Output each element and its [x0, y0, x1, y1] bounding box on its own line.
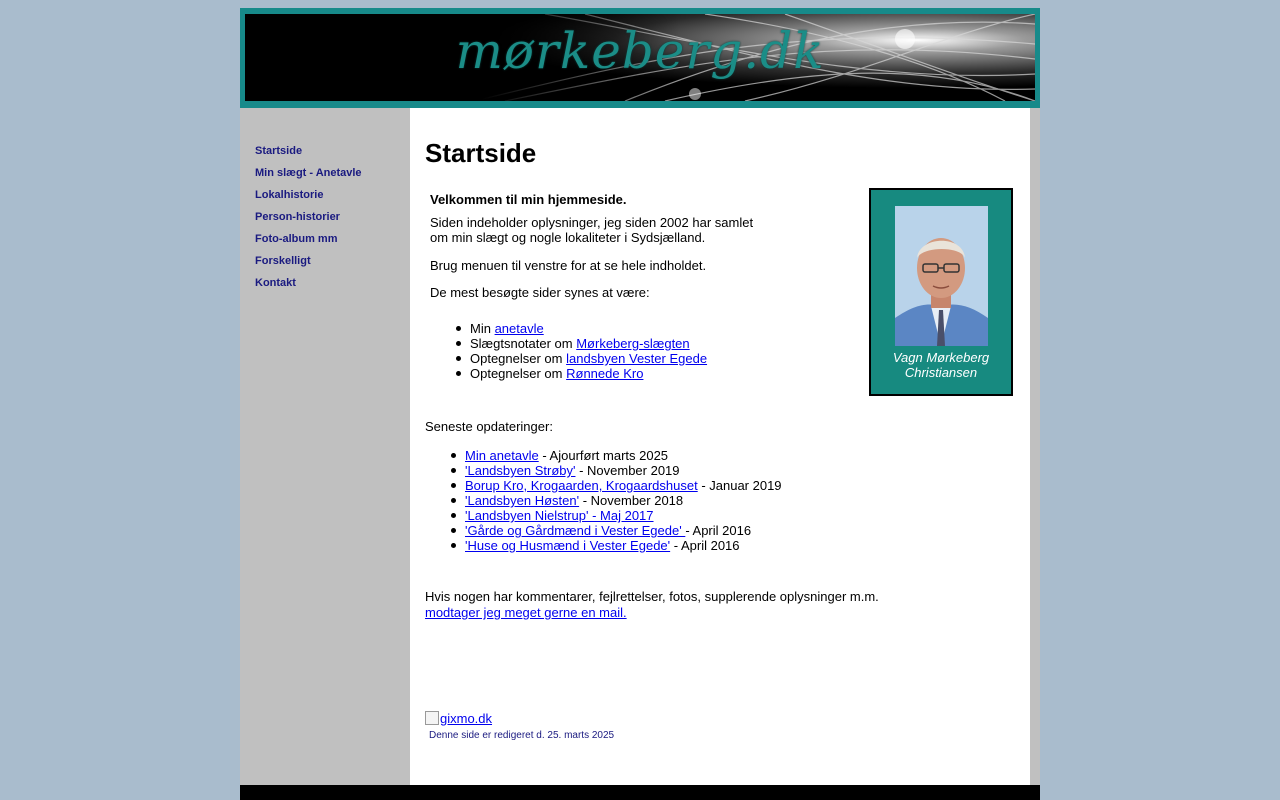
- intro-line-2: om min slægt og nogle lokaliteter i Sydsjælland.: [430, 230, 706, 245]
- update-link-borup-kro[interactable]: Borup Kro, Krogaarden, Krogaardshuset: [465, 478, 698, 493]
- nav-item-lokalhistorie[interactable]: Lokalhistorie: [255, 189, 324, 201]
- link-ronnede-kro[interactable]: Rønnede Kro: [566, 366, 644, 381]
- banner-image[interactable]: [245, 14, 1035, 101]
- list-item: [470, 351, 707, 366]
- nav-item-kontakt[interactable]: Kontakt: [255, 277, 296, 289]
- list-item: [470, 336, 707, 351]
- main-nav: [255, 144, 362, 298]
- updates-list: [465, 448, 782, 553]
- site-banner: [240, 8, 1040, 108]
- nav-item-person-historier[interactable]: Person-historier: [255, 211, 340, 223]
- update-date: - April 2016: [670, 538, 740, 553]
- nav-item-forskelligt[interactable]: Forskelligt: [255, 255, 311, 267]
- list-item: [465, 448, 782, 463]
- portrait-illustration: [895, 206, 988, 346]
- updates-heading: Seneste opdateringer:: [425, 419, 553, 434]
- caption-line-1: Vagn Mørkeberg: [892, 350, 990, 365]
- list-item: [465, 523, 782, 538]
- list-item: [465, 463, 782, 478]
- most-visited-heading: De mest besøgte sider synes at være:: [430, 285, 650, 300]
- nav-item-startside[interactable]: Startside: [255, 145, 303, 157]
- nav-item-foto-album[interactable]: Foto-album mm: [255, 233, 338, 245]
- list-item: [465, 478, 782, 493]
- update-date: - April 2016: [685, 523, 752, 538]
- welcome-heading: Velkommen til min hjemmeside.: [430, 192, 627, 207]
- list-item-prefix: Slægtsnotater om: [470, 336, 577, 351]
- site-logo-text: mørkeberg.dk: [455, 22, 825, 80]
- most-visited-list: [470, 321, 707, 381]
- update-date: - Januar 2019: [697, 478, 782, 493]
- update-date: - Ajourført marts 2025: [538, 448, 669, 463]
- menu-hint: Brug menuen til venstre for at se hele indholdet.: [430, 258, 707, 273]
- list-item: [465, 538, 782, 553]
- list-item-prefix: Optegnelser om: [470, 366, 567, 381]
- page-container: [240, 8, 1040, 800]
- update-link-anetavle[interactable]: Min anetavle: [465, 448, 539, 463]
- link-morkeberg-slaegten[interactable]: Mørkeberg-slægten: [576, 336, 690, 351]
- main-content: [410, 108, 1030, 785]
- update-link-huse[interactable]: 'Huse og Husmænd i Vester Egede': [465, 538, 671, 553]
- broken-image-icon: [425, 711, 439, 725]
- portrait-box: [869, 188, 1013, 396]
- page-title: Startside: [425, 138, 537, 168]
- gixmo-alt-text: gixmo.dk: [440, 711, 493, 726]
- update-link-hosten[interactable]: 'Landsbyen Høsten': [465, 493, 580, 508]
- portrait-caption: [871, 350, 1011, 380]
- footer-bar: [240, 785, 1040, 800]
- update-link-stroby[interactable]: 'Landsbyen Strøby': [465, 463, 576, 478]
- list-item-prefix: Min: [470, 321, 495, 336]
- gixmo-image-link[interactable]: [425, 711, 492, 726]
- list-item: [470, 321, 707, 336]
- nav-item-min-slaegt[interactable]: Min slægt - Anetavle: [255, 167, 362, 179]
- list-item: [465, 493, 782, 508]
- comments-text: Hvis nogen har kommentarer, fejlrettelser, fotos, supplerende oplysninger m.m.: [425, 589, 879, 604]
- link-anetavle[interactable]: anetavle: [494, 321, 544, 336]
- edited-date: Denne side er redigeret d. 25. marts 2025: [429, 730, 615, 741]
- caption-line-2: Christiansen: [904, 365, 978, 380]
- contact-mail-link[interactable]: modtager jeg meget gerne en mail.: [425, 605, 627, 620]
- update-link-nielstrup[interactable]: 'Landsbyen Nielstrup' - Maj 2017: [465, 508, 654, 523]
- list-item: [470, 366, 707, 381]
- portrait-photo: [895, 206, 988, 346]
- list-item-prefix: Optegnelser om: [470, 351, 567, 366]
- update-date: - November 2018: [579, 493, 684, 508]
- update-date: - November 2019: [575, 463, 680, 478]
- intro-line-1: Siden indeholder oplysninger, jeg siden 2002 har samlet: [430, 215, 754, 230]
- sidebar: [240, 108, 410, 785]
- list-item: [465, 508, 782, 523]
- update-link-garde[interactable]: 'Gårde og Gårdmænd i Vester Egede': [465, 523, 686, 538]
- link-vester-egede[interactable]: landsbyen Vester Egede: [566, 351, 708, 366]
- right-border: [1030, 108, 1040, 785]
